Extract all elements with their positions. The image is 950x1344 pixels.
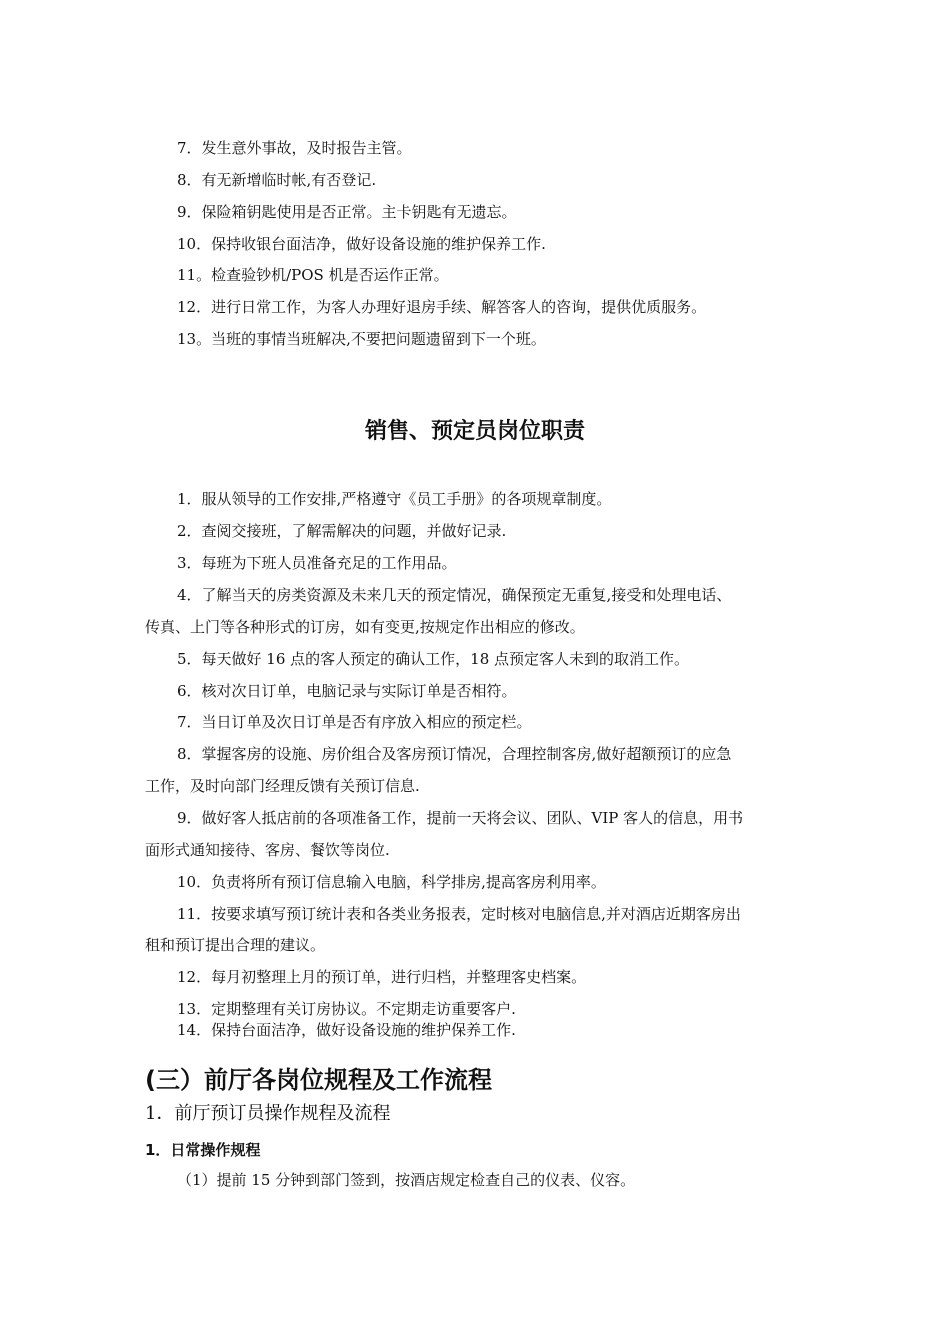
top-list-item-8: 8．有无新增临时帐,有否登记. [177,171,377,189]
section-three-subtitle: 1．前厅预订员操作规程及流程 [145,1103,391,1124]
sales-item-10: 10．负责将所有预订信息输入电脑，科学排房,提高客房利用率。 [177,873,606,891]
top-list-item-7: 7．发生意外事故，及时报告主管。 [177,139,412,157]
sales-item-11-line2: 租和预订提出合理的建议。 [145,936,326,954]
sales-item-4-line1: 4．了解当天的房类资源及未来几天的预定情况，确保预定无重复,接受和处理电话、 [177,586,732,604]
sales-item-13: 13．定期整理有关订房协议。不定期走访重要客户. [177,1000,516,1018]
sales-item-7: 7．当日订单及次日订单是否有序放入相应的预定栏。 [177,713,532,731]
sales-item-1: 1．服从领导的工作安排,严格遵守《员工手册》的各项规章制度。 [177,490,612,508]
sales-item-9-line2: 面形式通知接待、客房、餐饮等岗位. [145,841,390,859]
top-list-item-11: 11。检查验钞机/POS 机是否运作正常。 [177,266,449,284]
sales-section-title: 销售、预定员岗位职责 [364,419,585,444]
sales-item-6: 6．核对次日订单，电脑记录与实际订单是否相符。 [177,682,517,700]
sales-item-4-line2: 传真、上门等各种形式的订房，如有变更,按规定作出相应的修改。 [145,618,585,636]
sales-item-8-line2: 工作，及时向部门经理反馈有关预订信息. [145,777,420,795]
procedure-item-1: （1）提前 15 分钟到部门签到，按酒店规定检查自己的仪表、仪容。 [177,1171,636,1189]
sales-item-14: 14．保持台面洁净，做好设备设施的维护保养工作. [177,1021,516,1039]
top-list-item-10: 10．保持收银台面洁净，做好设备设施的维护保养工作. [177,235,546,253]
top-list-item-12: 12．进行日常工作，为客人办理好退房手续、解答客人的咨询，提供优质服务。 [177,298,707,316]
sales-item-11-line1: 11．按要求填写预订统计表和各类业务报表，定时核对电脑信息,并对酒店近期客房出 [177,905,741,923]
daily-procedure-heading: 1．日常操作规程 [145,1141,261,1159]
top-list-item-13: 13。当班的事情当班解决,不要把问题遗留到下一个班。 [177,330,546,348]
sales-item-9-line1: 9．做好客人抵店前的各项准备工作，提前一天将会议、团队、VIP 客人的信息，用书 [177,809,744,827]
section-three-title: (三）前厅各岗位规程及工作流程 [145,1066,492,1094]
sales-item-3: 3．每班为下班人员准备充足的工作用品。 [177,554,457,572]
sales-item-5: 5．每天做好 16 点的客人预定的确认工作，18 点预定客人未到的取消工作。 [177,650,690,668]
top-list-item-9: 9．保险箱钥匙使用是否正常。主卡钥匙有无遗忘。 [177,203,517,221]
sales-item-12: 12．每月初整理上月的预订单，进行归档，并整理客史档案。 [177,968,587,986]
sales-item-8-line1: 8．掌握客房的设施、房价组合及客房预订情况，合理控制客房,做好超额预订的应急 [177,745,732,763]
sales-item-2: 2．查阅交接班，了解需解决的问题，并做好记录. [177,522,507,540]
